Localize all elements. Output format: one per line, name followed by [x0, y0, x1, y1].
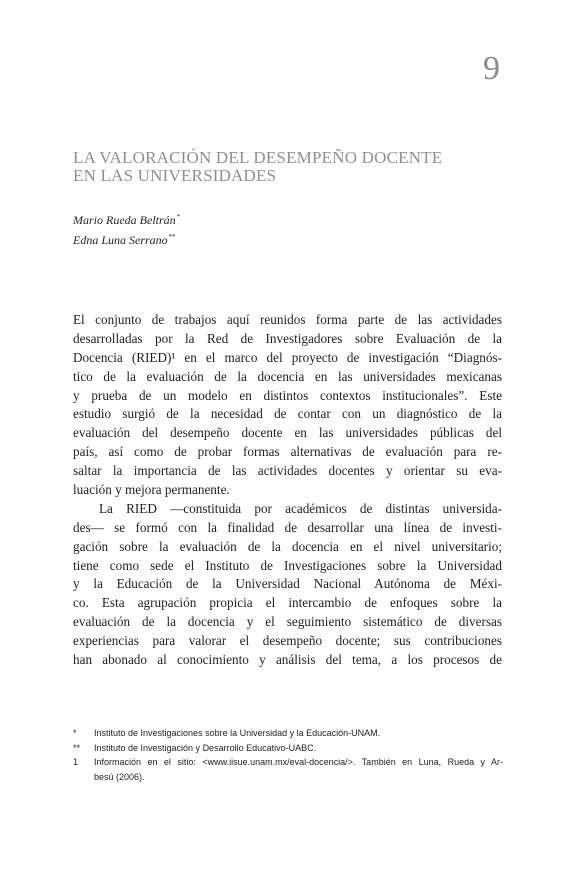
body-line: desarrolladas por la Red de Investigadores sobre Evaluación de la	[73, 330, 502, 346]
body-line: tico de la evaluación de la docencia en las universidades mexicanas	[73, 368, 502, 384]
body-line: experiencias para valorar el desempeño docente; sus contribuciones	[73, 633, 502, 649]
body-line: co. Esta agrupación propicia el intercambio de enfoques sobre la	[73, 595, 502, 611]
footnote	[73, 741, 503, 756]
body-line: gación sobre la evaluación de la docencia en el nivel universitario;	[73, 538, 502, 554]
footnote-mark: *	[73, 728, 77, 738]
footnote-text: Instituto de Investigaciones sobre la Universidad y la Educación-UNAM.	[94, 728, 381, 738]
author-footnote-mark: *	[176, 213, 181, 221]
body-line: El conjunto de trabajos aquí reunidos forma parte de las actividades	[73, 312, 502, 327]
body-line: des— se formó con la finalidad de desarrollar una línea de investi-	[73, 519, 502, 535]
chapter-title	[73, 149, 503, 185]
body-line: tiene como sede el Instituto de Investigaciones sobre la Universidad	[73, 557, 502, 573]
footnote-text: besú (2006).	[94, 771, 145, 782]
chapter-number: 9	[483, 50, 500, 87]
footnote-mark: **	[73, 742, 81, 753]
footnote-mark: 1	[73, 757, 79, 768]
body-text	[73, 311, 502, 670]
footnote	[73, 726, 503, 741]
body-line: país, así como de probar formas alternativas de evaluación para re-	[73, 444, 502, 460]
author	[73, 209, 373, 229]
body-line: estudio surgió de la necesidad de contar con un diagnóstico de la	[73, 406, 502, 422]
footnote	[73, 755, 503, 784]
footnotes	[73, 726, 503, 784]
body-line: saltar la importancia de las actividades docentes y orientar su eva-	[73, 463, 502, 479]
author-name: Mario Rueda Beltrán	[73, 213, 176, 227]
chapter-title-line: LA VALORACIÓN DEL DESEMPEÑO DOCENTE	[73, 148, 443, 167]
author-footnote-mark: **	[168, 233, 176, 241]
chapter-title-line: EN LAS UNIVERSIDADES	[73, 166, 277, 185]
body-line: evaluación de la docencia y el seguimiento sistemático de diversas	[73, 614, 502, 630]
body-line: evaluación del desempeño docente en las universidades públicas del	[73, 425, 502, 441]
body-line: La RIED —constituida por académicos de distintas universida-	[99, 500, 502, 516]
body-line: Docencia (RIED)¹ en el marco del proyecto de investigación “Diagnós-	[73, 349, 502, 365]
footnote-text: Información en el sitio: <www.iisue.unam.mx/eval-docencia/>. También en Luna, Rueda y Ar-	[94, 757, 503, 768]
author-list	[73, 209, 373, 249]
footnote-text: Instituto de Investigación y Desarrollo Educativo-UABC.	[94, 742, 317, 753]
body-line: y la Educación de la Universidad Nacional Autónoma de Méxi-	[73, 576, 502, 592]
author-name: Edna Luna Serrano	[73, 233, 168, 247]
body-line: y prueba de un modelo en distintos contextos institucionales”. Este	[73, 387, 502, 403]
body-line: han abonado al conocimiento y análisis del tema, a los procesos de	[73, 652, 502, 668]
body-line: luación y mejora permanente.	[73, 482, 230, 498]
author	[73, 229, 373, 249]
